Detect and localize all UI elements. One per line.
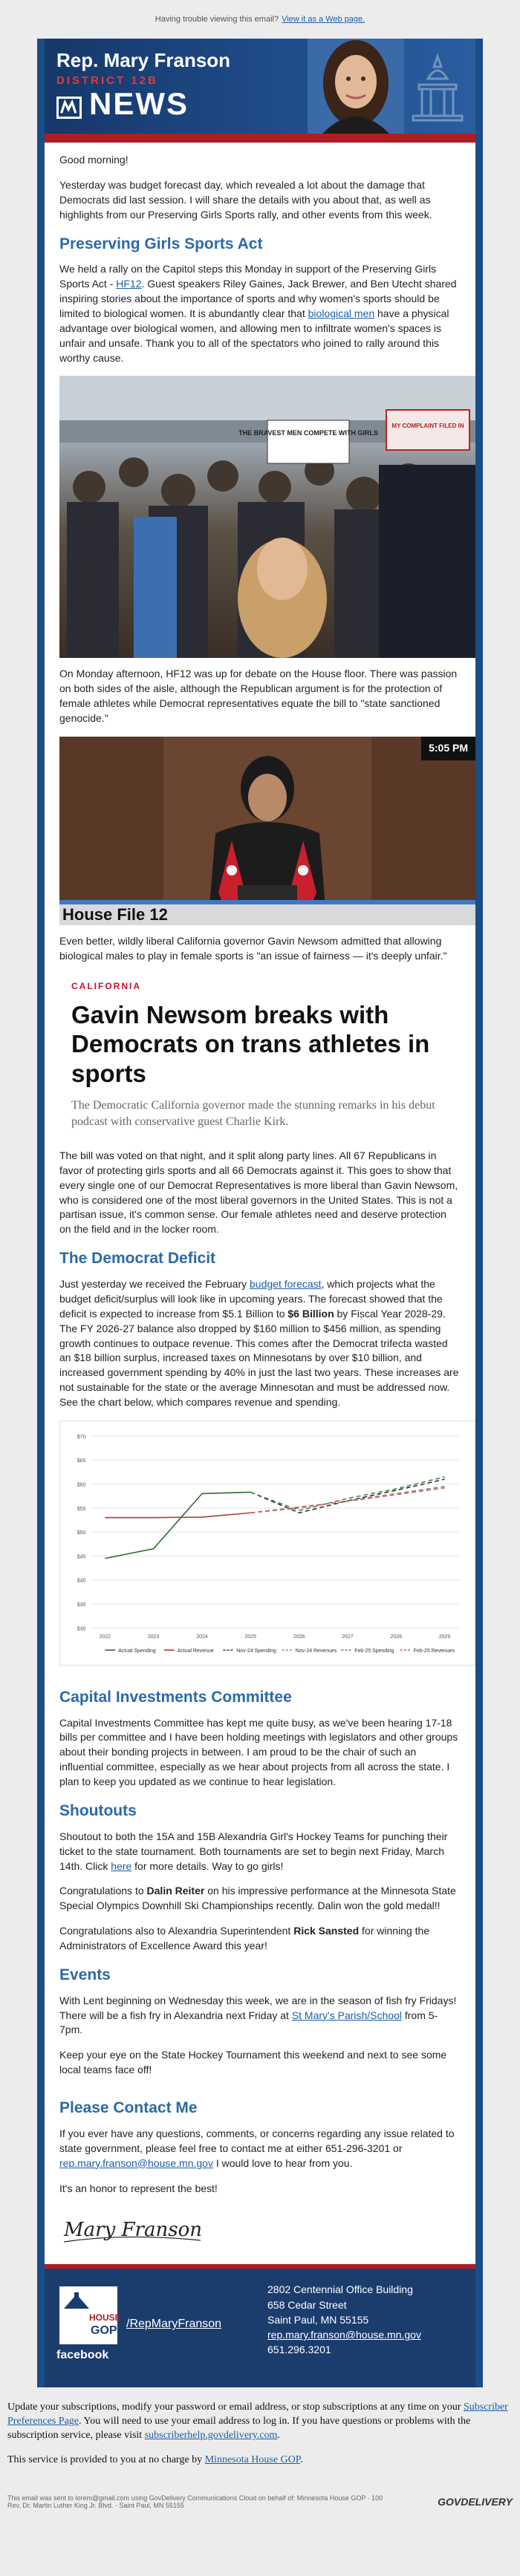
biological-men-link[interactable]: biological men (308, 307, 375, 319)
legal-bar (0, 2487, 520, 2517)
legal-text: This email was sent to lorem@gmail.com using GovDelivery Communications Cloud on behalf of: Minnesota House GOP · 100 Rev. Dr. Martin Luther King Jr. Blvd. · Saint Paul, MN 55155 (7, 2494, 383, 2509)
legend-label: Feb-25 Spending (354, 1648, 394, 1654)
logo-text-bottom: GOP (91, 2324, 117, 2338)
address-line: 658 Cedar Street (267, 2298, 347, 2311)
girls-sports-paragraph-3: Even better, wildly liberal California governor Gavin Newsom admitted that allowing biological males to play in female sports is "an issue of fairness — it's deeply unfair." (59, 934, 447, 962)
house-gop-icon (59, 2286, 121, 2344)
representative-portrait (308, 39, 404, 134)
facebook-handle-link[interactable]: /RepMaryFranson (126, 2318, 222, 2331)
y-tick-label: $55 (77, 1506, 86, 1512)
section-heading-events: Events (59, 1966, 111, 1983)
contact-paragraph-1: If you ever have any questions, comments, or concerns regarding any issue related to state government, please feel free to contact me at either 651-296-3201 or rep.mary.franson@house.mn.gov I would love to hear from you. (59, 2127, 455, 2169)
office-address (267, 2282, 421, 2357)
banner-title: Rep. Mary Franson (56, 49, 231, 71)
email-body (37, 39, 483, 2387)
address-line: Saint Paul, MN 55155 (267, 2313, 369, 2326)
logo-text-top: HOUSE (89, 2312, 121, 2324)
shoutouts-paragraph-1: Shoutout to both the 15A and 15B Alexandria Girl's Hockey Teams for punching their ticket to the state tournament. Both tournaments are set to begin next Friday, March 14th. Click here for more details. Way to go girls! (59, 1830, 448, 1872)
st-marys-link[interactable]: St Mary's Parish/School (291, 2009, 402, 2021)
deficit-paragraph: Just yesterday we received the February budget forecast, which projects what the budget deficit/surplus will look like in upcoming years. The forecast showed that the deficit is expected to increase from $5.1 Billion to $6 Billion by Fiscal Year 2028-29. The FY 2026-27 balance also dropped by $160 million to $456 million, as spending growth continues to outpace revenue. This comes after the Democrat trifecta wasted an $18 billion surplus, increased taxes on Minnesotans by over $10 billion, and increased government spending by 40% in just the last two years. These increases are not sustainable for the state or the average Minnesotan and must be addressed now. See the chart below, which compares revenue and spending. (59, 1278, 459, 1408)
hockey-details-link[interactable]: here (111, 1859, 132, 1872)
subscription-footer (0, 2387, 520, 2468)
video-timestamp: 5:05 PM (421, 737, 475, 760)
legend-label: Feb-25 Revenues (413, 1648, 455, 1654)
footer-email-link[interactable]: rep.mary.franson@house.mn.gov (267, 2329, 421, 2341)
news-clipping (59, 974, 461, 1141)
x-tick-label: 2025 (244, 1634, 257, 1640)
pre-header-text: Having trouble viewing this email? (155, 15, 279, 24)
y-tick-label: $65 (77, 1458, 86, 1464)
section-heading-deficit: The Democrat Deficit (59, 1250, 216, 1268)
y-tick-label: $40 (77, 1578, 86, 1584)
news-dek: The Democratic California governor made the stunning remarks in his debut podcast with conservative guest Charlie Kirk. (71, 1098, 435, 1129)
banner-news: NEWS (89, 86, 189, 121)
events-paragraph-2: Keep your eye on the State Hockey Tournament this weekend and next to see some local teams face off! (59, 2049, 447, 2076)
x-tick-label: 2029 (438, 1634, 451, 1640)
shoutouts-paragraph-2: Congratulations to Dalin Reiter on his impressive performance at the Minnesota State Special Olympics Downhill Ski Championships recently. Dalin won the gold medal!! (59, 1885, 456, 1912)
y-tick-label: $30 (77, 1626, 86, 1632)
view-as-webpage-link[interactable]: View it as a Web page. (282, 15, 365, 24)
section-heading-shoutouts: Shoutouts (59, 1801, 137, 1819)
video-caption: House File 12 (59, 904, 475, 925)
address-line: 2802 Centennial Office Building (267, 2283, 413, 2296)
y-tick-label: $60 (77, 1482, 86, 1488)
capital-paragraph: Capital Investments Committee has kept me quite busy, as we've been hearing 17-18 bills per committee and I have been holding meetings with legislators and other groups about their bonding projects in between. I am proud to be the chair of such an influential committee, especially as we hear about projects from all across the state. I plan to keep you updated as we continue to hear legislation. (59, 1716, 458, 1788)
legend-label: Nov-24 Spending (236, 1648, 276, 1654)
banner-stripe (45, 134, 475, 143)
subscription-paragraph: Update your subscriptions, modify your password or email address, or stop subscriptions at any time on your Subscriber Preferences Page. You will need to use your email address to log in. If you have questions or problems with the subscription service, please visit subscriberhelp.govdelivery.com. (7, 2401, 508, 2442)
signature (59, 2206, 208, 2249)
series-line (105, 1513, 250, 1517)
subscriber-preferences-link[interactable]: Subscriber Preferences Page (7, 2401, 508, 2427)
x-tick-label: 2028 (390, 1634, 402, 1640)
subscriber-help-link[interactable]: subscriberhelp.govdelivery.com (144, 2430, 278, 2442)
news-tag: CALIFORNIA (71, 980, 141, 991)
rally-photo (59, 376, 475, 658)
contact-paragraph-2: It's an honor to represent the best! (59, 2182, 218, 2194)
section-heading-girls-sports: Preserving Girls Sports Act (59, 235, 263, 252)
section-heading-contact: Please Contact Me (59, 2099, 198, 2117)
service-paragraph: This service is provided to you at no charge by Minnesota House GOP. (7, 2453, 303, 2465)
series-line (250, 1477, 444, 1510)
hf12-link[interactable]: HF12 (116, 278, 142, 290)
x-tick-label: 2023 (147, 1634, 160, 1640)
girls-sports-paragraph-4: The bill was voted on that night, and it split along party lines. All 67 Republicans in favor of protecting girls sports and all 66 Democrats against it. This goes to show that every single one of our Democrat Representatives is more liberal than Gavin Newsom, who is considered one of the most liberal governors in the United States. This is not a partisan issue, it's common sense. Our female athletes need and deserve protection on the field and in the locker room. (59, 1149, 458, 1236)
series-line (105, 1492, 250, 1558)
girls-sports-paragraph-2: On Monday afternoon, HF12 was up for debate on the House floor. There was passion on both sides of the aisle, although the Republican argument is for the protection of female athletes while Democrat representatives equate the bill to "state sanctioned genocide." (59, 668, 458, 725)
footer (45, 2269, 475, 2387)
email-link[interactable]: rep.mary.franson@house.mn.gov (59, 2156, 213, 2169)
intro-paragraph: Yesterday was budget forecast day, which revealed a lot about the damage that Democrats did last session. I will share the details with you about that, as well as highlights from our Preserving Girls Sports rally, and other events from this week. (59, 178, 432, 221)
rally-crowd-illustration (59, 376, 475, 658)
facebook-label[interactable]: facebook (56, 2349, 109, 2362)
budget-line-chart (59, 1421, 475, 1666)
events-paragraph-1: With Lent beginning on Wednesday this week, we are in the season of fish fry Fridays! There will be a fish fry in Alexandria next Friday at St Mary's Parish/School from 5-7pm. (59, 1994, 457, 2036)
legend-label: Actual Spending (118, 1648, 156, 1654)
shoutouts-paragraph-3: Congratulations also to Alexandria Superintendent Rick Sansted for winning the Administrators of Excellence Award this year! (59, 1925, 430, 1951)
y-tick-label: $45 (77, 1554, 86, 1560)
house-gop-logo[interactable] (59, 2286, 121, 2344)
legend-label: Nov-24 Revenues (295, 1648, 337, 1654)
section-heading-capital: Capital Investments Committee (59, 1688, 292, 1706)
y-tick-label: $50 (77, 1530, 86, 1536)
capitol-icon (406, 52, 469, 123)
pre-header (0, 0, 520, 39)
girls-sports-paragraph-1: We held a rally on the Capitol steps this Monday in support of the Preserving Girls Sports Act - HF12. Guest speakers Riley Gaines, Jack Brewer, and Ben Utecht shared inspiring stories about the importance of sports and why women's sports should be limited to biological women. It is abundantly clear that biological men have a physical advantage over biological women, and allowing men to infiltrate women's spaces is unfair and unsafe. Thank you to all of the spectators who joined to rally around this worthy cause. (59, 263, 457, 364)
news-headline: Gavin Newsom breaks with Democrats on trans athletes in sports (71, 1000, 430, 1087)
series-line (250, 1487, 444, 1513)
mn-logo-icon (56, 97, 82, 119)
footer-phone: 651.296.3201 (267, 2344, 331, 2356)
rally-sign-text: THE BRAVEST MEN COMPETE WITH GIRLS (238, 429, 378, 437)
speaker-illustration (59, 737, 475, 925)
x-tick-label: 2024 (196, 1634, 208, 1640)
x-tick-label: 2027 (342, 1634, 354, 1640)
rally-sign-2-text: MY COMPLAINT FILED IN (391, 423, 464, 430)
newsletter-banner (45, 39, 475, 143)
y-tick-label: $70 (77, 1434, 86, 1440)
x-tick-label: 2022 (99, 1634, 111, 1640)
signature-text: Mary Franson (64, 2219, 202, 2242)
y-tick-label: $35 (77, 1602, 86, 1608)
govdelivery-logo[interactable]: GOVDELIVERY (438, 2495, 513, 2508)
greeting: Good morning! (59, 154, 129, 166)
house-floor-video-still (59, 737, 475, 925)
budget-forecast-link[interactable]: budget forecast (250, 1278, 322, 1290)
x-tick-label: 2026 (293, 1634, 305, 1640)
banner-district: DISTRICT 12B (56, 74, 158, 87)
house-gop-link[interactable]: Minnesota House GOP (204, 2453, 301, 2465)
legend-label: Actual Revenue (177, 1648, 214, 1654)
main-content (45, 143, 475, 2264)
